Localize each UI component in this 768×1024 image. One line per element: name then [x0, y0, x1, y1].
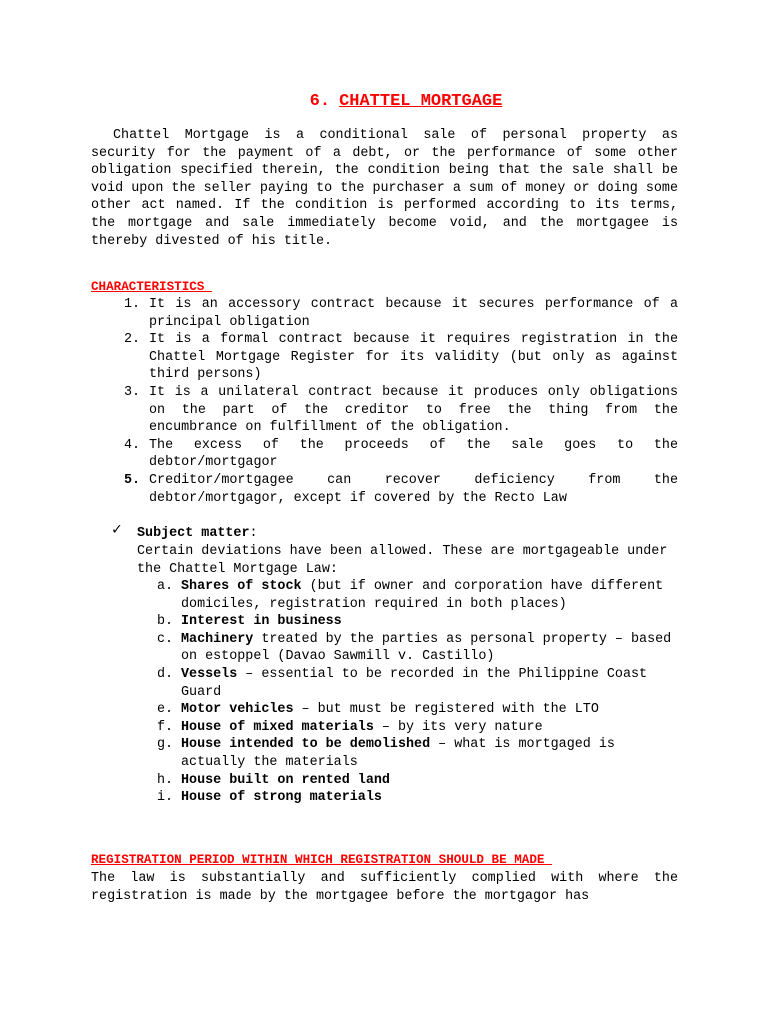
- subject-matter-intro: Certain deviations have been allowed. These are mortgageable under the Chattel Mortgage Law:: [137, 544, 668, 577]
- item-number: 1.: [124, 297, 141, 312]
- title-text: CHATTEL MORTGAGE: [339, 92, 503, 111]
- item-letter: b.: [157, 614, 174, 630]
- intro-paragraph: [91, 127, 678, 250]
- characteristics-list: [124, 296, 678, 507]
- list-item: [157, 578, 678, 613]
- registration-paragraph: [91, 870, 678, 905]
- item-bold: Motor vehicles: [181, 702, 294, 718]
- subject-matter-title: Subject matter: [137, 526, 250, 541]
- item-bold: House built on rented land: [181, 772, 390, 788]
- title-number: 6.: [309, 92, 331, 111]
- item-letter: h.: [157, 772, 174, 788]
- characteristics-heading: CHARACTERISTICS: [91, 280, 212, 294]
- registration-text: The law is substantially and sufficiently complied with where the registration is made by the mortgagee before the mortgagor has: [91, 871, 678, 904]
- subject-matter-colon: :: [249, 526, 258, 541]
- item-text: It is a formal contract because it requires registration in the Chattel Mortgage Register for its validity (but only as against third persons): [149, 332, 678, 383]
- list-item: [157, 613, 678, 631]
- list-item: [157, 631, 678, 666]
- item-letter: a.: [157, 579, 174, 594]
- item-rest: – what is mortgaged is actually the materials: [181, 737, 615, 770]
- mortgageable-items-list: [157, 578, 678, 807]
- item-letter: c.: [157, 631, 174, 647]
- item-letter: d.: [157, 666, 174, 682]
- item-letter: e.: [157, 702, 174, 718]
- page-title: [0, 93, 768, 111]
- item-bold: House of mixed materials: [181, 719, 374, 735]
- list-item: [124, 437, 678, 472]
- item-bold: Machinery: [181, 631, 254, 647]
- item-bold: House intended to be demolished: [181, 737, 431, 753]
- item-text: Creditor/mortgagee can recover deficiency from the debtor/mortgagor, except if covered by the Recto Law: [149, 472, 678, 506]
- item-rest: – but must be registered with the LTO: [293, 702, 599, 718]
- checkmark-icon: ✓: [112, 521, 122, 539]
- item-bold: Interest in business: [181, 614, 342, 630]
- list-item: [157, 772, 678, 790]
- list-item: [157, 701, 678, 719]
- list-item: [124, 384, 678, 437]
- item-text: It is a unilateral contract because it produces only obligations on the part of the creditor to free the thing from the encumbrance on fulfillment of the obligation.: [149, 384, 678, 436]
- registration-heading: REGISTRATION PERIOD WITHIN WHICH REGISTRATION SHOULD BE MADE: [91, 853, 553, 867]
- item-text: The excess of the proceeds of the sale goes to the debtor/mortgagor: [149, 437, 678, 471]
- item-rest: treated by the parties as personal property – based on estoppel (Davao Sawmill v. Castillo): [181, 631, 672, 665]
- item-bold: House of strong materials: [181, 790, 382, 806]
- item-rest: – essential to be recorded in the Philippine Coast Guard: [181, 666, 648, 700]
- list-item: [124, 296, 678, 331]
- item-letter: f.: [157, 719, 174, 735]
- item-number: 3.: [124, 384, 141, 400]
- subject-matter-label: [137, 525, 258, 543]
- list-item: [157, 666, 678, 701]
- item-rest: (but if owner and corporation have different domiciles, registration required in both places): [181, 579, 664, 612]
- list-item: [124, 472, 678, 507]
- item-number: 5.: [124, 472, 141, 488]
- item-bold: Shares of stock: [181, 579, 302, 594]
- list-item: [157, 736, 678, 771]
- list-item: [157, 789, 678, 807]
- item-letter: g.: [157, 737, 174, 753]
- item-text: It is an accessory contract because it secures performance of a principal obligation: [149, 297, 678, 330]
- intro-text: Chattel Mortgage is a conditional sale of personal property as security for the payment of a debt, or the performance of some other obligation specified therein, the condition being that the sale shall be void upon the seller paying to the purchaser a sum of money or doing some other act named. If the condition is performed according to its terms, the mortgage and sale immediately become void, and the mortgagee is thereby divested of his title.: [91, 128, 678, 249]
- item-rest: – by its very nature: [373, 719, 543, 735]
- item-letter: i.: [157, 790, 174, 806]
- list-item: [157, 719, 678, 737]
- item-bold: Vessels: [181, 666, 238, 682]
- item-number: 2.: [124, 332, 141, 348]
- list-item: [124, 331, 678, 384]
- item-number: 4.: [124, 437, 141, 453]
